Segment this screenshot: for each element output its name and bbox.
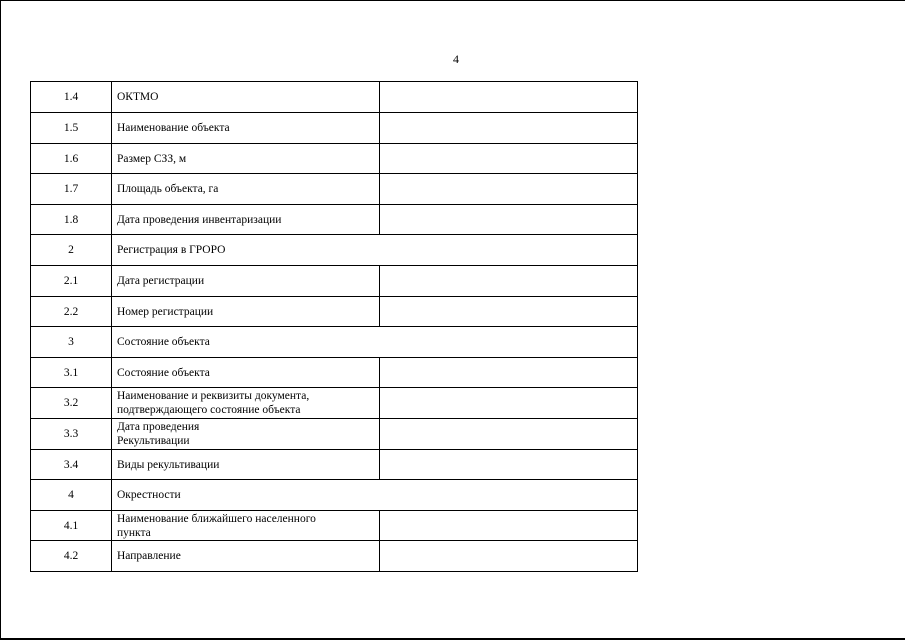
row-label	[112, 113, 380, 144]
table-row	[31, 144, 638, 174]
row-label	[112, 144, 380, 174]
row-label-line: Рекультивации	[117, 435, 190, 447]
table-row	[31, 205, 638, 235]
row-number: 3	[31, 327, 112, 358]
scan-edge-left	[0, 0, 1, 640]
row-label-line: Размер СЗЗ, м	[117, 152, 187, 165]
row-label-line: Наименование объекта	[117, 122, 230, 134]
row-label	[112, 419, 380, 450]
table-row	[31, 450, 638, 480]
row-label	[112, 358, 380, 388]
row-number: 3.2	[31, 388, 112, 419]
row-label	[112, 205, 380, 235]
row-label	[112, 327, 638, 358]
table-row	[31, 511, 638, 541]
row-label-line: Номер регистрации	[117, 305, 214, 318]
table-row	[31, 541, 638, 572]
row-value-cell[interactable]	[380, 205, 638, 235]
row-label-line: ОКТМО	[117, 91, 159, 103]
row-label	[112, 174, 380, 205]
row-label	[112, 82, 380, 113]
row-label	[112, 235, 638, 266]
row-number: 4.1	[31, 511, 112, 541]
row-value-cell[interactable]	[380, 388, 638, 419]
section-header-row	[31, 327, 638, 358]
row-value-cell[interactable]	[380, 144, 638, 174]
row-label-line: Дата проведения	[117, 421, 200, 433]
row-label	[112, 388, 380, 419]
row-label	[112, 480, 638, 511]
table-row	[31, 297, 638, 327]
form-table-body	[31, 82, 638, 572]
row-number: 1.7	[31, 174, 112, 205]
row-label	[112, 511, 380, 541]
row-label-line: Окрестности	[117, 489, 181, 501]
row-value-cell[interactable]	[380, 450, 638, 480]
row-number: 1.6	[31, 144, 112, 174]
row-value-cell[interactable]	[380, 297, 638, 327]
row-label	[112, 450, 380, 480]
table-row	[31, 82, 638, 113]
table-row	[31, 266, 638, 297]
section-header-row	[31, 480, 638, 511]
row-label-line: Виды рекультивации	[117, 458, 220, 471]
row-number: 4.2	[31, 541, 112, 572]
row-value-cell[interactable]	[380, 82, 638, 113]
page-number: 4	[453, 52, 459, 66]
row-number: 4	[31, 480, 112, 511]
table-row	[31, 419, 638, 450]
row-label-line: Наименование и реквизиты документа,	[117, 390, 310, 402]
table-row	[31, 113, 638, 144]
row-label-line: Регистрация в ГРОРО	[117, 244, 226, 256]
row-label	[112, 541, 380, 572]
row-label-line: Направление	[117, 550, 181, 562]
row-label	[112, 297, 380, 327]
row-label-line: Состояние объекта	[117, 366, 210, 379]
row-number: 3.1	[31, 358, 112, 388]
row-value-cell[interactable]	[380, 541, 638, 572]
row-label-line: пункта	[117, 526, 151, 539]
row-label-line: Дата регистрации	[117, 275, 205, 287]
row-value-cell[interactable]	[380, 113, 638, 144]
row-label-line: Наименование ближайшего населенного	[117, 512, 316, 525]
row-number: 3.3	[31, 419, 112, 450]
row-value-cell[interactable]	[380, 358, 638, 388]
row-number: 1.8	[31, 205, 112, 235]
row-label	[112, 266, 380, 297]
row-number: 2	[31, 235, 112, 266]
row-number: 3.4	[31, 450, 112, 480]
scan-edge-top	[0, 0, 905, 1]
section-header-row	[31, 235, 638, 266]
row-number: 2.1	[31, 266, 112, 297]
row-value-cell[interactable]	[380, 174, 638, 205]
row-number: 1.5	[31, 113, 112, 144]
row-number: 2.2	[31, 297, 112, 327]
row-label-line: Площадь объекта, га	[117, 183, 219, 195]
row-label-line: Состояние объекта	[117, 336, 210, 348]
form-table	[30, 81, 638, 572]
table-row	[31, 388, 638, 419]
row-value-cell[interactable]	[380, 511, 638, 541]
row-label-line: Дата проведения инвентаризации	[117, 213, 282, 226]
table-row	[31, 358, 638, 388]
row-number: 1.4	[31, 82, 112, 113]
row-label-line: подтверждающего состояние объекта	[117, 404, 301, 416]
row-value-cell[interactable]	[380, 266, 638, 297]
row-value-cell[interactable]	[380, 419, 638, 450]
table-row	[31, 174, 638, 205]
